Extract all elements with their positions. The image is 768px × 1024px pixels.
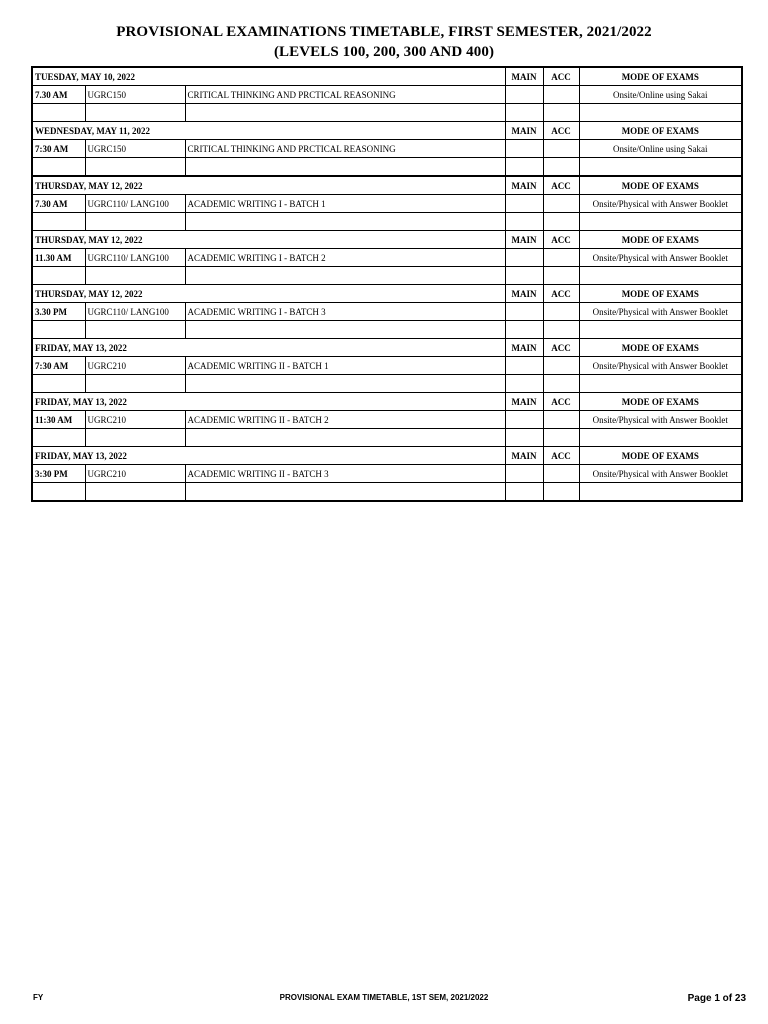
main-venue: [505, 195, 543, 213]
course-code: UGRC110/ LANG100: [85, 195, 185, 213]
course-title: ACADEMIC WRITING II - BATCH 1: [185, 357, 505, 375]
column-acc: ACC: [543, 122, 579, 140]
exam-mode: Onsite/Physical with Answer Booklet: [579, 465, 742, 483]
timetable-body: [32, 67, 742, 501]
session-header-row: [32, 67, 742, 86]
exam-time: 3.30 PM: [32, 303, 85, 321]
empty-cell: [85, 158, 185, 177]
empty-cell: [185, 267, 505, 285]
page-title: PROVISIONAL EXAMINATIONS TIMETABLE, FIRST SEMESTER, 2021/2022: [116, 24, 652, 40]
acc-venue: [543, 195, 579, 213]
exam-time: 3:30 PM: [32, 465, 85, 483]
course-title: CRITICAL THINKING AND PRCTICAL REASONING: [185, 140, 505, 158]
blank-row: [32, 158, 742, 177]
column-mode: MODE OF EXAMS: [579, 447, 742, 465]
acc-venue: [543, 411, 579, 429]
empty-cell: [32, 158, 85, 177]
session-header-row: [32, 176, 742, 195]
empty-cell: [543, 321, 579, 339]
exam-time: 11.30 AM: [32, 249, 85, 267]
column-main: MAIN: [505, 393, 543, 411]
exam-row: [32, 86, 742, 104]
column-mode: MODE OF EXAMS: [579, 393, 742, 411]
exam-time: 7:30 AM: [32, 140, 85, 158]
course-title: CRITICAL THINKING AND PRCTICAL REASONING: [185, 86, 505, 104]
column-mode: MODE OF EXAMS: [579, 231, 742, 249]
empty-cell: [543, 483, 579, 502]
empty-cell: [85, 267, 185, 285]
session-date: THURSDAY, MAY 12, 2022: [32, 285, 505, 303]
course-title: ACADEMIC WRITING I - BATCH 1: [185, 195, 505, 213]
blank-row: [32, 213, 742, 231]
column-main: MAIN: [505, 285, 543, 303]
session-date: THURSDAY, MAY 12, 2022: [32, 176, 505, 195]
main-venue: [505, 465, 543, 483]
empty-cell: [85, 213, 185, 231]
blank-row: [32, 104, 742, 122]
exam-mode: Onsite/Physical with Answer Booklet: [579, 249, 742, 267]
empty-cell: [579, 158, 742, 177]
acc-venue: [543, 86, 579, 104]
exam-mode: Onsite/Physical with Answer Booklet: [579, 357, 742, 375]
exam-row: [32, 357, 742, 375]
empty-cell: [505, 321, 543, 339]
empty-cell: [32, 429, 85, 447]
empty-cell: [579, 104, 742, 122]
empty-cell: [505, 213, 543, 231]
course-code: UGRC110/ LANG100: [85, 249, 185, 267]
session-header-row: [32, 339, 742, 357]
exam-row: [32, 303, 742, 321]
session-header-row: [32, 122, 742, 140]
empty-cell: [543, 213, 579, 231]
empty-cell: [185, 429, 505, 447]
empty-cell: [32, 213, 85, 231]
empty-cell: [543, 158, 579, 177]
exam-mode: Onsite/Physical with Answer Booklet: [579, 411, 742, 429]
course-title: ACADEMIC WRITING II - BATCH 2: [185, 411, 505, 429]
session-date: FRIDAY, MAY 13, 2022: [32, 339, 505, 357]
session-header-row: [32, 447, 742, 465]
footer-left: FY: [33, 993, 44, 1002]
exam-time: 7.30 AM: [32, 86, 85, 104]
empty-cell: [579, 483, 742, 502]
exam-row: [32, 195, 742, 213]
session-header-row: [32, 285, 742, 303]
course-title: ACADEMIC WRITING I - BATCH 2: [185, 249, 505, 267]
empty-cell: [32, 375, 85, 393]
empty-cell: [543, 104, 579, 122]
column-main: MAIN: [505, 447, 543, 465]
column-acc: ACC: [543, 176, 579, 195]
acc-venue: [543, 140, 579, 158]
timetable: [31, 66, 743, 502]
empty-cell: [185, 483, 505, 502]
column-main: MAIN: [505, 122, 543, 140]
blank-row: [32, 375, 742, 393]
empty-cell: [505, 158, 543, 177]
course-code: UGRC210: [85, 465, 185, 483]
main-venue: [505, 86, 543, 104]
empty-cell: [85, 321, 185, 339]
exam-time: 7.30 AM: [32, 195, 85, 213]
column-mode: MODE OF EXAMS: [579, 339, 742, 357]
page-subtitle: (LEVELS 100, 200, 300 AND 400): [273, 44, 495, 60]
column-main: MAIN: [505, 67, 543, 86]
exam-mode: Onsite/Physical with Answer Booklet: [579, 195, 742, 213]
column-main: MAIN: [505, 176, 543, 195]
empty-cell: [579, 267, 742, 285]
session-date: THURSDAY, MAY 12, 2022: [32, 231, 505, 249]
empty-cell: [505, 483, 543, 502]
empty-cell: [85, 104, 185, 122]
column-acc: ACC: [543, 339, 579, 357]
empty-cell: [32, 104, 85, 122]
session-date: TUESDAY, MAY 10, 2022: [32, 67, 505, 86]
acc-venue: [543, 465, 579, 483]
exam-mode: Onsite/Physical with Answer Booklet: [579, 303, 742, 321]
session-header-row: [32, 231, 742, 249]
course-title: ACADEMIC WRITING I - BATCH 3: [185, 303, 505, 321]
empty-cell: [32, 267, 85, 285]
footer-page-number: Page 1 of 23: [687, 993, 746, 1004]
main-venue: [505, 303, 543, 321]
main-venue: [505, 249, 543, 267]
empty-cell: [505, 429, 543, 447]
column-mode: MODE OF EXAMS: [579, 122, 742, 140]
exam-mode: Onsite/Online using Sakai: [579, 140, 742, 158]
session-date: FRIDAY, MAY 13, 2022: [32, 447, 505, 465]
exam-mode: Onsite/Online using Sakai: [579, 86, 742, 104]
blank-row: [32, 483, 742, 502]
empty-cell: [85, 429, 185, 447]
empty-cell: [505, 375, 543, 393]
course-title: ACADEMIC WRITING II - BATCH 3: [185, 465, 505, 483]
blank-row: [32, 321, 742, 339]
session-date: FRIDAY, MAY 13, 2022: [32, 393, 505, 411]
empty-cell: [32, 321, 85, 339]
acc-venue: [543, 249, 579, 267]
exam-row: [32, 140, 742, 158]
empty-cell: [505, 104, 543, 122]
empty-cell: [185, 375, 505, 393]
main-venue: [505, 411, 543, 429]
empty-cell: [32, 483, 85, 502]
column-main: MAIN: [505, 339, 543, 357]
column-acc: ACC: [543, 447, 579, 465]
exam-row: [32, 465, 742, 483]
empty-cell: [543, 375, 579, 393]
blank-row: [32, 429, 742, 447]
empty-cell: [85, 483, 185, 502]
column-acc: ACC: [543, 67, 579, 86]
footer-center: PROVISIONAL EXAM TIMETABLE, 1ST SEM, 2021/2022: [279, 993, 489, 1002]
main-venue: [505, 357, 543, 375]
acc-venue: [543, 303, 579, 321]
empty-cell: [185, 158, 505, 177]
empty-cell: [185, 104, 505, 122]
empty-cell: [579, 375, 742, 393]
empty-cell: [185, 321, 505, 339]
empty-cell: [579, 429, 742, 447]
course-code: UGRC150: [85, 140, 185, 158]
main-venue: [505, 140, 543, 158]
session-header-row: [32, 393, 742, 411]
empty-cell: [579, 321, 742, 339]
course-code: UGRC110/ LANG100: [85, 303, 185, 321]
column-acc: ACC: [543, 285, 579, 303]
column-mode: MODE OF EXAMS: [579, 176, 742, 195]
blank-row: [32, 267, 742, 285]
exam-row: [32, 249, 742, 267]
session-date: WEDNESDAY, MAY 11, 2022: [32, 122, 505, 140]
empty-cell: [543, 267, 579, 285]
column-mode: MODE OF EXAMS: [579, 285, 742, 303]
exam-row: [32, 411, 742, 429]
empty-cell: [185, 213, 505, 231]
exam-time: 11:30 AM: [32, 411, 85, 429]
course-code: UGRC150: [85, 86, 185, 104]
course-code: UGRC210: [85, 357, 185, 375]
column-acc: ACC: [543, 231, 579, 249]
empty-cell: [579, 213, 742, 231]
column-mode: MODE OF EXAMS: [579, 67, 742, 86]
acc-venue: [543, 357, 579, 375]
exam-time: 7:30 AM: [32, 357, 85, 375]
course-code: UGRC210: [85, 411, 185, 429]
empty-cell: [543, 429, 579, 447]
column-acc: ACC: [543, 393, 579, 411]
column-main: MAIN: [505, 231, 543, 249]
empty-cell: [505, 267, 543, 285]
empty-cell: [85, 375, 185, 393]
